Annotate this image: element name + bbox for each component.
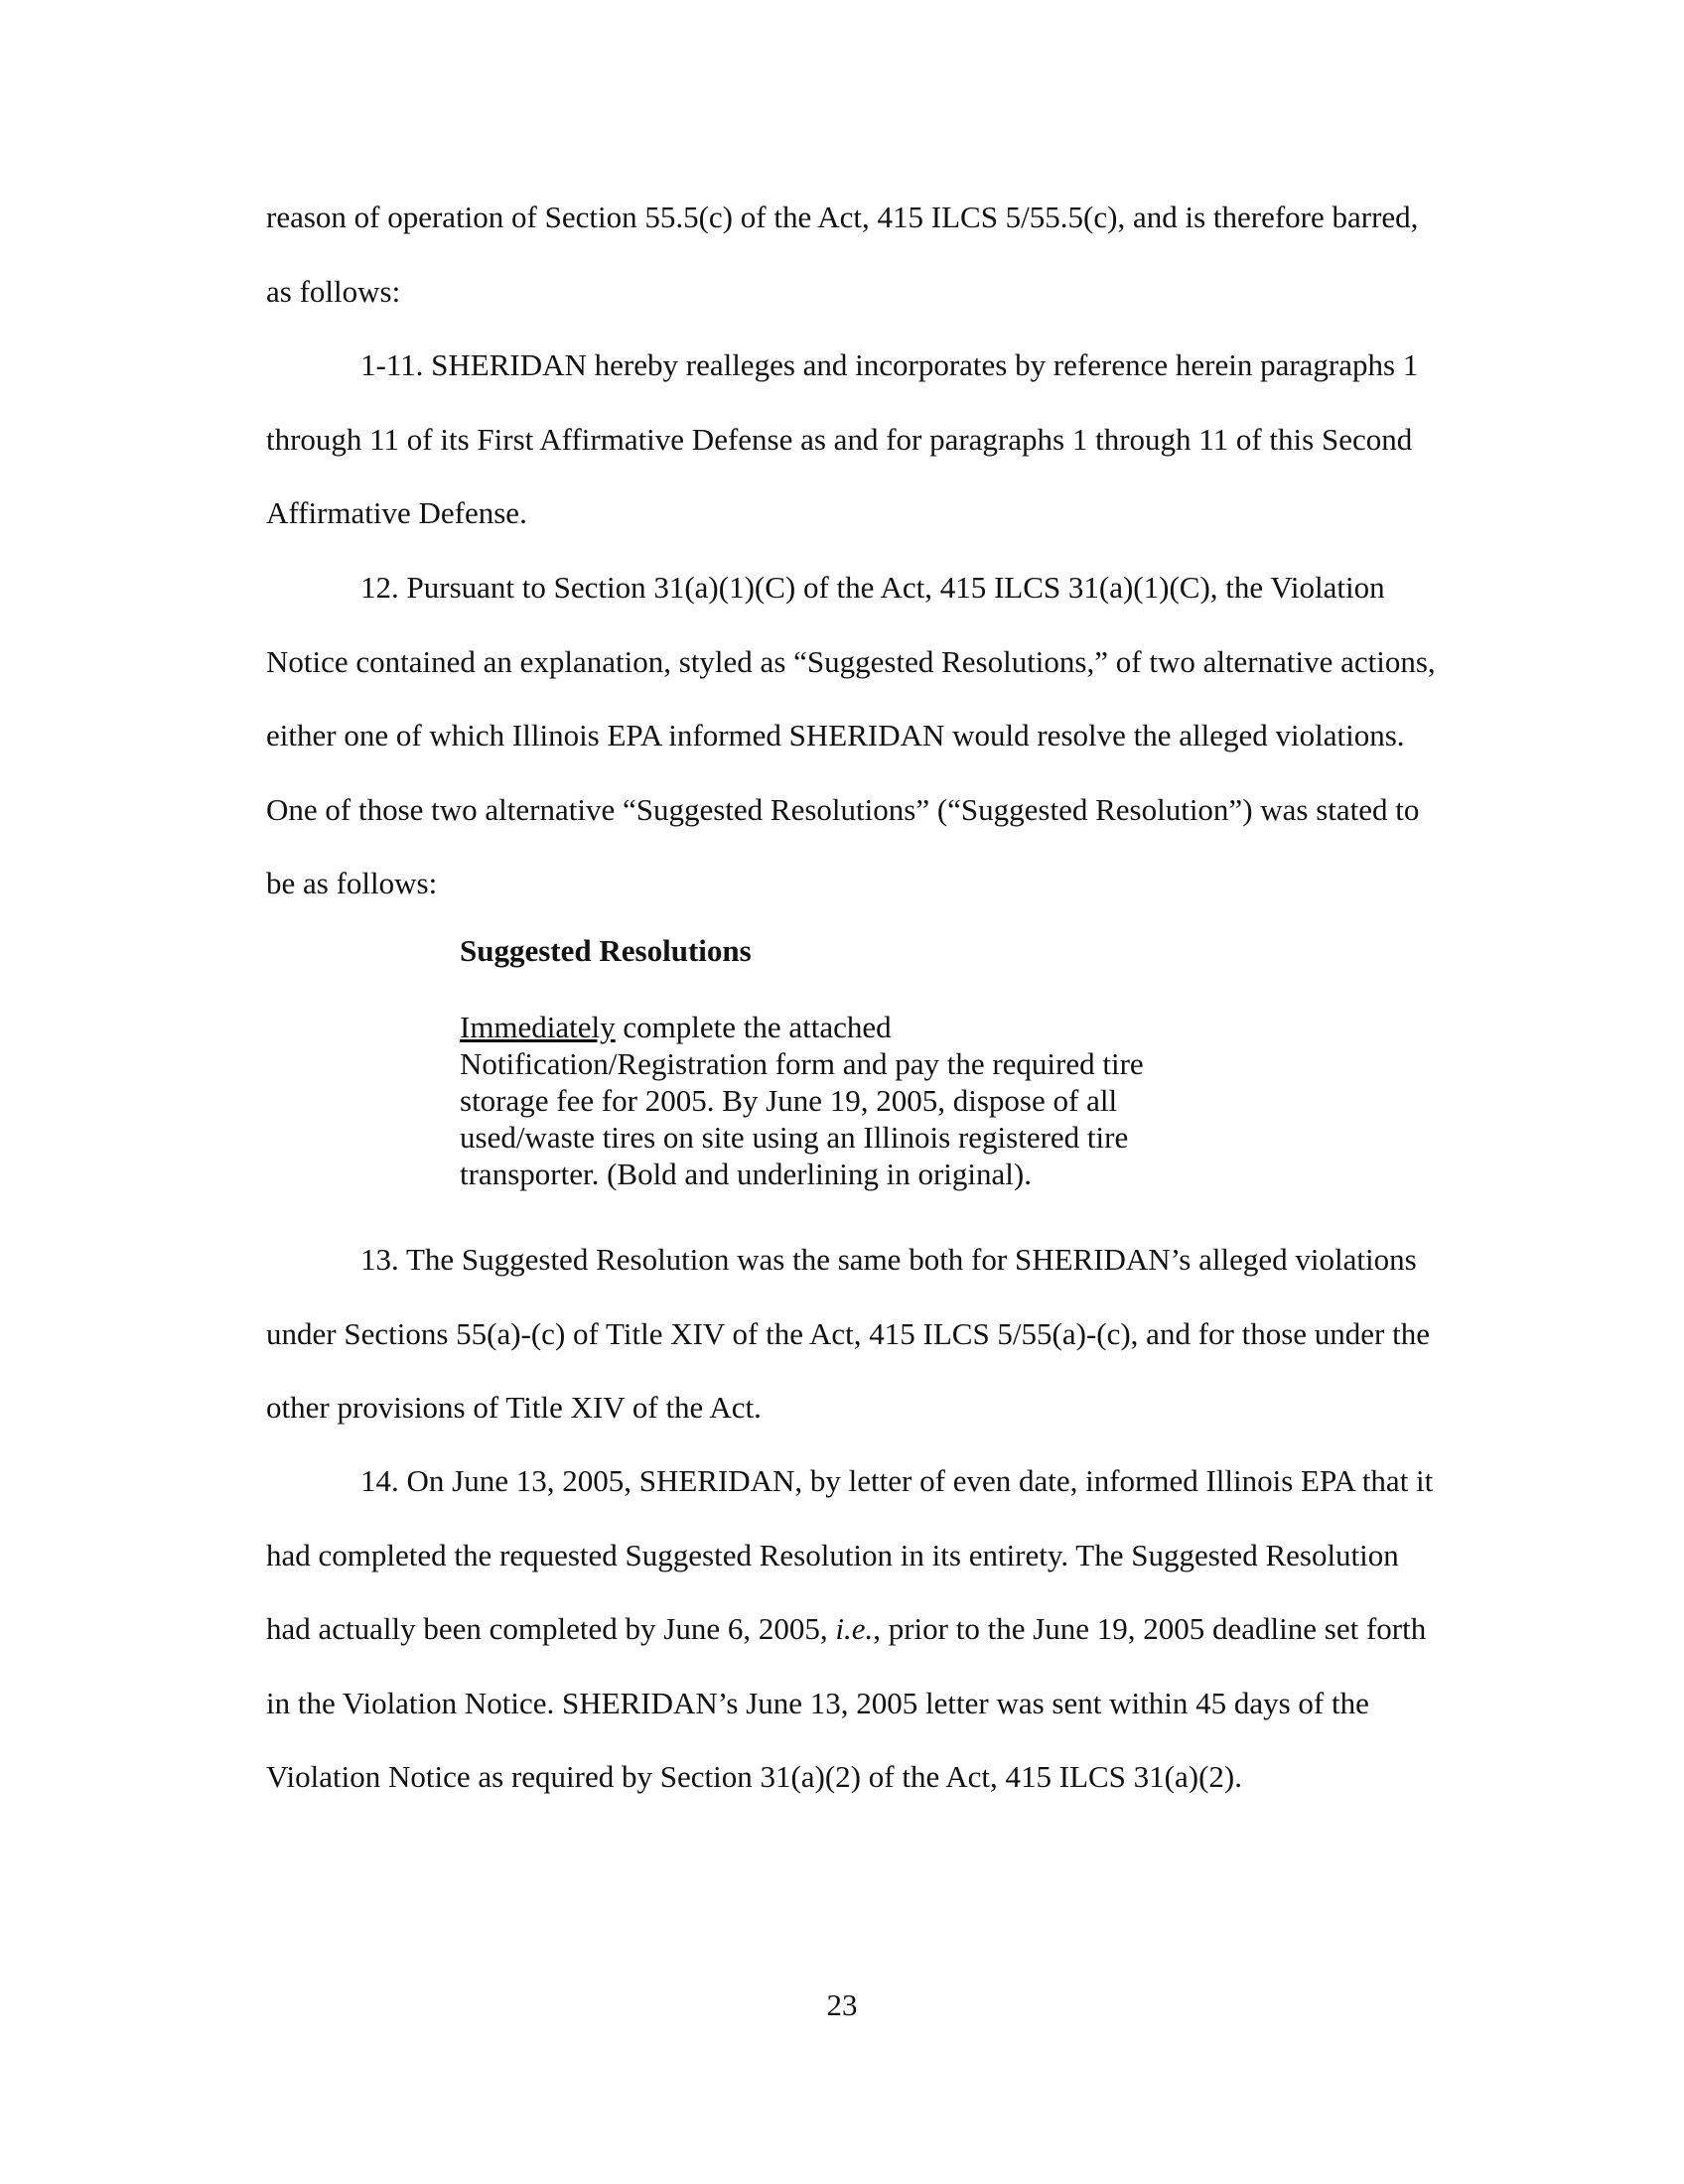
paragraph-13: 13. The Suggested Resolution was the same both for SHERIDAN’s alleged violations under Sections 55(a)-(c) of Title XIV of the Act, 415 ILCS 5/55(a)-(c), and for those under the other provisions of Title XIV of the Act.	[266, 1242, 1430, 1425]
paragraph-12: 12. Pursuant to Section 31(a)(1)(C) of the Act, 415 ILCS 31(a)(1)(C), the Violation Notice contained an explanation, styled as “Suggested Resolutions,” of two alternative actions, either one of which Illinois EPA informed SHERIDAN would resolve the alleged violations. One of those two alternative “Suggested Resolutions” (“Suggested Resolution”) was stated to be as follows:	[266, 570, 1436, 900]
paragraph-intro: reason of operation of Section 55.5(c) of the Act, 415 ILCS 5/55.5(c), and is therefore barred, as follows:	[266, 200, 1419, 309]
block-quote-line-1	[460, 1009, 1214, 1045]
block-quote-line-2: Notification/Registration form and pay the required tire	[460, 1046, 1144, 1081]
page-number: 23	[826, 1987, 858, 2022]
paragraph-1-11: 1-11. SHERIDAN hereby realleges and incorporates by reference herein paragraphs 1 through 11 of its First Affirmative Defense as and for paragraphs 1 through 11 of this Second Affirmative Defense.	[266, 347, 1419, 530]
block-quote-line-1-rest: complete the attached	[623, 1010, 892, 1044]
paragraph-14-text: 14. On June 13, 2005, SHERIDAN, by letter of even date, informed Illinois EPA that it had completed the requested Suggested Resolution in its entirety. The Suggested Resolution had actually been completed by June 6, 2005,	[266, 1463, 1434, 1646]
block-quote-line-4: used/waste tires on site using an Illinois registered tire	[460, 1120, 1129, 1155]
block-quote-body	[460, 1009, 1214, 1192]
block-quote-line-3: storage fee for 2005. By June 19, 2005, dispose of all	[460, 1083, 1118, 1118]
paragraph-14-rest: , prior to the June 19, 2005 deadline set forth in the Violation Notice. SHERIDAN’s June 13, 2005 letter was sent within 45 days of the Violation Notice as required by Section 31(a)(2) of the Act, 415 ILCS 31(a)(2).	[266, 1611, 1427, 1794]
paragraph-14	[266, 1444, 1438, 1815]
block-quote-heading: Suggested Resolutions	[460, 933, 752, 968]
paragraph-14-italic: i.e.	[835, 1611, 874, 1646]
underlined-word: Immediately	[460, 1010, 616, 1044]
block-quote-line-5: transporter. (Bold and underlining in original).	[460, 1157, 1032, 1191]
